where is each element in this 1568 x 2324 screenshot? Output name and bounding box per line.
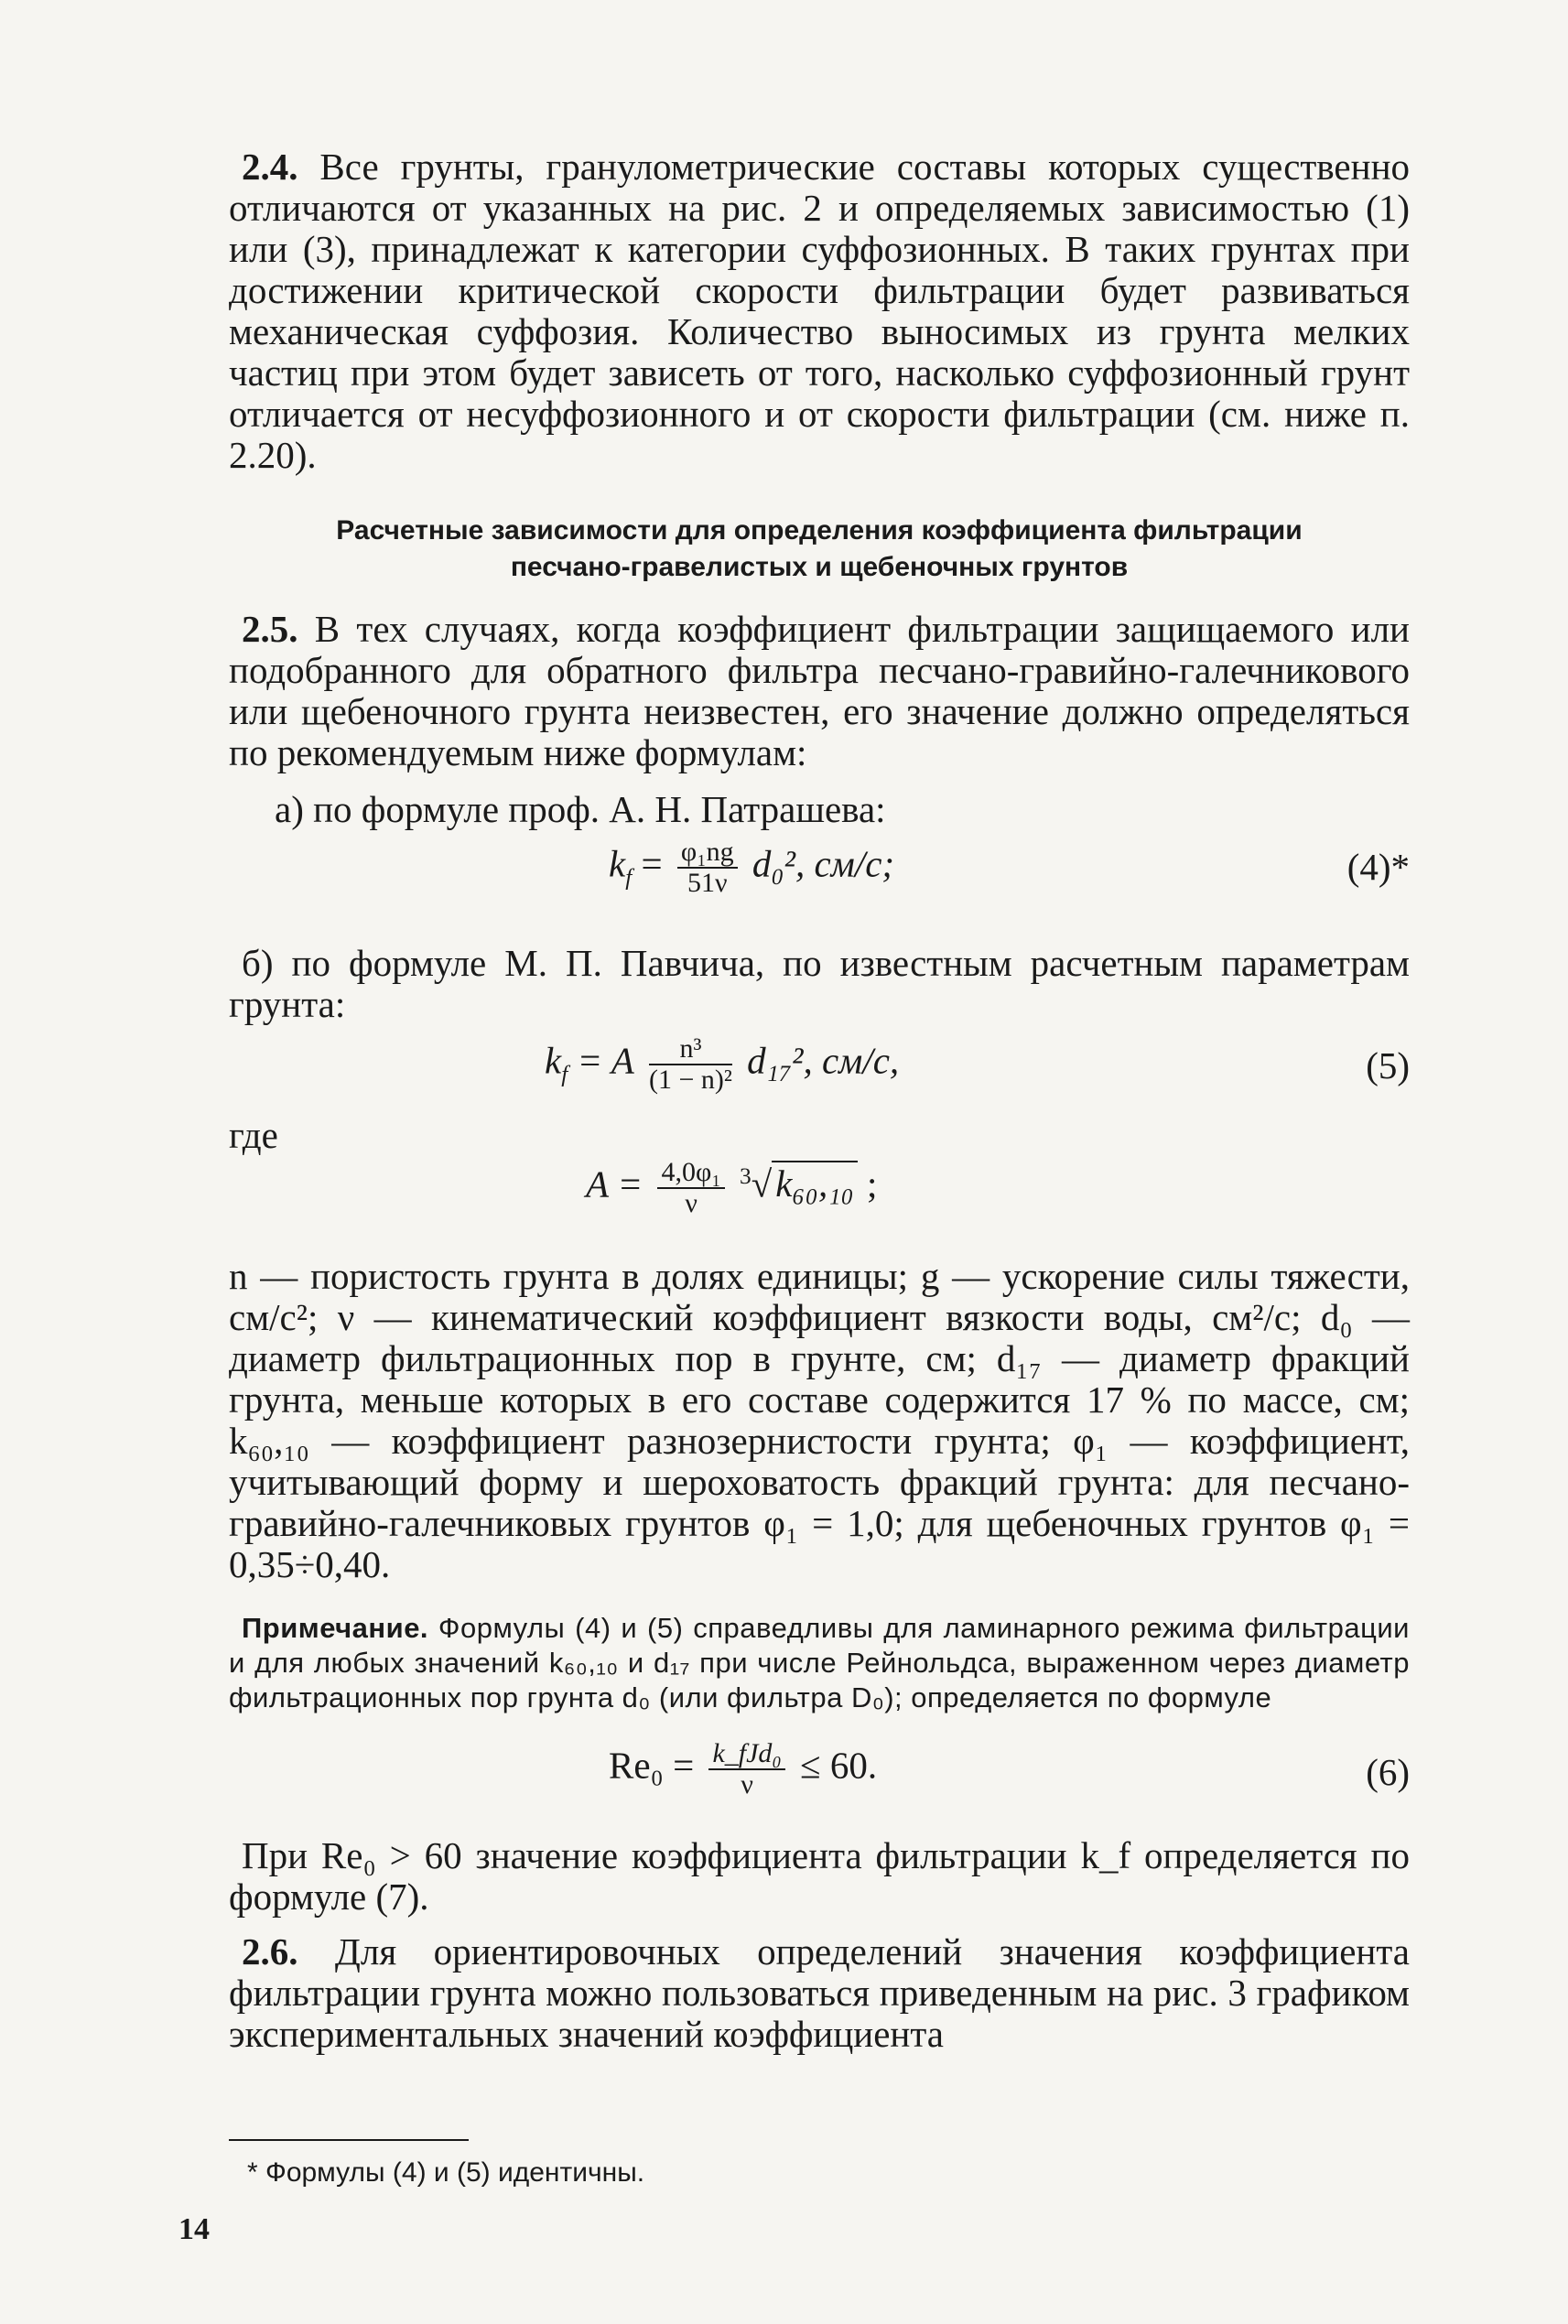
- formula-a: A = $\frac{\text{4,0φ₁}}{\nu}$ $^3$√k₆₀,₁₀ ;: [586, 1157, 878, 1218]
- paragraph-re: [229, 1835, 1410, 1918]
- paragraph-2-6: [229, 1931, 1410, 2055]
- fraction: [657, 1158, 724, 1218]
- paragraph-number: 2.5.: [242, 608, 298, 650]
- paragraph-number: 2.6.: [242, 1930, 298, 1973]
- paragraph-number: 2.4.: [242, 146, 298, 188]
- footnote-divider: [229, 2139, 469, 2141]
- numerator: k_fJd₀: [708, 1739, 784, 1770]
- footnote: * Формулы (4) и (5) идентичны.: [247, 2157, 645, 2188]
- denominator: ν: [741, 1769, 753, 1800]
- item-b-text: б) по формуле М. П. Павчича, по известным расчетным параметрам грунта:: [229, 942, 1410, 1025]
- denominator: 51ν: [687, 868, 728, 898]
- formula-lhs: A =: [586, 1162, 643, 1205]
- equation-number: (5): [1366, 1044, 1410, 1086]
- numerator: n³: [649, 1034, 732, 1065]
- formula-lhs-sub: f: [625, 864, 633, 891]
- definitions-text: n — пористость грунта в долях единицы; g — ускорение силы тяжести, см/с²; ν — кинематический коэффициент вязкости воды, см²/с; d₀ — диаметр фильтрационных пор в грунте, см; d₁₇ — диаметр фракций грунта, меньше которых в его составе содержится 17 % по массе, см; k₆₀,₁₀ — коэффициент разнозернистости грунта; φ₁ — коэффициент, учитывающий форму и шероховатость фракций грунта: для песчано-гравийно-галечниковых грунтов φ₁ = 1,0; для щебеночных грунтов φ₁ = 0,35÷0,40.: [229, 1255, 1410, 1585]
- equation-number: (4)*: [1346, 846, 1410, 888]
- paragraph-text: Все грунты, гранулометрические составы которых существенно отличаются от указанных на рис. 2 и определяемых зависимостью (1) или (3), принадлежат к категории суффозионных. В таких грунтах при достижении критической скорости фильтрации будет развиваться механическая суффозия. Количество выносимых из грунта мелких частиц при этом будет зависеть от того, насколько суффозионный грунт отличается от несуффозионного и от скорости фильтрации (см. ниже п. 2.20).: [229, 146, 1411, 476]
- formula-5: [229, 1034, 1410, 1098]
- equation-number: (6): [1366, 1751, 1410, 1793]
- denominator: ν: [685, 1188, 697, 1218]
- root-index: 3: [740, 1162, 752, 1189]
- formula-rest: d₁₇², см/с,: [747, 1039, 900, 1082]
- formula-tail: ;: [866, 1162, 878, 1205]
- note-text: Формулы (4) и (5) справедливы для ламинарного режима фильтрации и для любых значений k₆₀,₁₀ и d₁₇ при числе Рейнольдса, выраженном через диаметр фильтрационных пор грунта d₀ (или фильтра D₀); определяется по формуле: [229, 1612, 1410, 1713]
- formula-4: $k_f$ = $\frac{\text{φ₁ng}}{51\nu}$ d₀², см/с; (4)*: [609, 837, 1410, 898]
- note-label: Примечание.: [242, 1612, 429, 1644]
- formula-mid: = A: [577, 1039, 634, 1082]
- formula-lhs-sub: f: [561, 1061, 568, 1087]
- heading-line-2: песчано-гравелистых и щебеночных грунтов: [510, 552, 1129, 582]
- definitions: [229, 1256, 1410, 1585]
- formula-rest: ≤ 60.: [800, 1744, 878, 1787]
- fraction: [649, 1034, 732, 1095]
- section-heading: [229, 513, 1410, 586]
- radicand: k₆₀,₁₀: [772, 1161, 857, 1205]
- where-label: где: [229, 1114, 278, 1156]
- formula-lhs: k: [609, 842, 626, 885]
- formula-lhs: Re₀ =: [609, 1744, 695, 1787]
- denominator: (1 − n)²: [649, 1065, 732, 1095]
- paragraph-text: Для ориентировочных определений значения коэффициента фильтрации грунта можно пользоваться приведенным на рис. 3 графиком экспериментальных значений коэффициента: [229, 1930, 1410, 2055]
- item-b: [229, 943, 1410, 1025]
- fraction: [677, 838, 738, 898]
- paragraph-2-4: [229, 146, 1410, 476]
- item-a: а) по формуле проф. А. Н. Патрашева:: [275, 788, 886, 830]
- formula-6: [229, 1739, 1410, 1803]
- paragraph-text: При Re₀ > 60 значение коэффициента фильтрации k_f определяется по формуле (7).: [229, 1834, 1410, 1918]
- paragraph-text: В тех случаях, когда коэффициент фильтрации защищаемого или подобранного для обратного фильтра песчано-гравийно-галечникового или щебеночного грунта неизвестен, его значение должно определяться по рекомендуемым ниже формулам:: [229, 608, 1410, 773]
- fraction: [708, 1739, 784, 1800]
- formula-lhs: k: [545, 1039, 562, 1082]
- heading-line-1: Расчетные зависимости для определения коэффициента фильтрации: [336, 515, 1303, 546]
- numerator: φ₁ng: [677, 838, 738, 869]
- paragraph-2-5: [229, 609, 1410, 773]
- note: [229, 1611, 1410, 1715]
- page-number: 14: [178, 2212, 210, 2246]
- formula-rest: d₀², см/с;: [752, 842, 895, 885]
- numerator: 4,0φ₁: [657, 1158, 724, 1189]
